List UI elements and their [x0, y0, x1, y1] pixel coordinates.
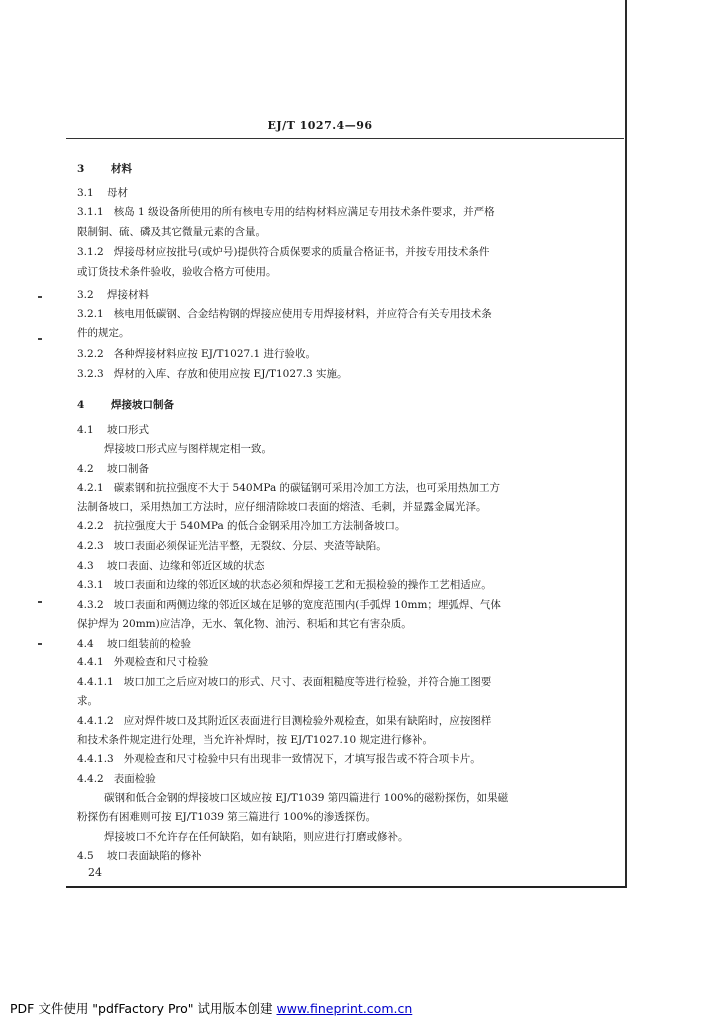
- text-line: [77, 462, 149, 477]
- clause-number: 4.4.2: [77, 773, 104, 785]
- clause-number: 4.2.3: [77, 540, 104, 552]
- text-line: [77, 714, 491, 729]
- page-number: 24: [88, 866, 102, 879]
- clause-text: 保护焊为 20mm)应洁净，无水、氧化物、油污、积垢和其它有害杂质。: [77, 618, 412, 630]
- header-divider: [66, 138, 624, 139]
- clause-text: 核岛 1 级设备所使用的所有核电专用的结构材料应满足专用技术条件要求，并严格: [113, 206, 495, 218]
- clause-text: 坡口制备: [107, 463, 149, 475]
- clause-text: 坡口表面和边缘的邻近区域的状态必须和焊接工艺和无损检验的操作工艺相适应。: [113, 579, 492, 591]
- clause-number: 3.2: [77, 289, 94, 301]
- text-line: [77, 347, 316, 362]
- clause-text: 焊材的入库、存放和使用应按 EJ/T1027.3 实施。: [113, 368, 348, 380]
- clause-number: 3.1.2: [77, 246, 104, 258]
- clause-text: 坡口表面和两侧边缘的邻近区域在足够的宽度范围内(手弧焊 10mm；埋弧焊、气体: [113, 599, 501, 611]
- text-line: [77, 578, 492, 593]
- margin-mark: [38, 643, 42, 645]
- clause-text: 坡口表面缺陷的修补: [107, 850, 202, 862]
- clause-text: 件的规定。: [77, 327, 130, 339]
- clause-number: 4.4.1.2: [77, 715, 114, 727]
- clause-text: 焊接坡口制备: [111, 399, 174, 411]
- clause-text: 碳素钢和抗拉强度不大于 540MPa 的碳锰钢可采用冷加工方法，也可采用热加工方: [113, 482, 501, 494]
- clause-text: 法制备坡口，采用热加工方法时，应仔细清除坡口表面的熔渣、毛刺，并显露金属光泽。: [77, 501, 487, 513]
- text-line: [77, 539, 387, 554]
- text-line: [104, 442, 272, 457]
- text-line: [77, 810, 376, 825]
- clause-text: 核电用低碳钢、合金结构钢的焊接应使用专用焊接材料，并应符合有关专用技术条: [113, 308, 492, 320]
- text-line: [77, 423, 149, 438]
- clause-text: 或订货技术条件验收，验收合格方可使用。: [77, 266, 277, 278]
- page-right-border: [625, 0, 627, 888]
- clause-number: 4.5: [77, 850, 94, 862]
- clause-number: 4: [77, 399, 85, 411]
- clause-text: 坡口表面必须保证光洁平整，无裂纹、分层、夹渣等缺陷。: [113, 540, 387, 552]
- clause-number: 4.4.1: [77, 656, 104, 668]
- pdf-watermark-note: [10, 999, 412, 1017]
- watermark-link[interactable]: www.fineprint.com.cn: [276, 1001, 413, 1016]
- text-line: [77, 675, 491, 690]
- clause-text: 抗拉强度大于 540MPa 的低合金钢采用冷加工方法制备坡口。: [113, 520, 406, 532]
- clause-text: 表面检验: [113, 773, 156, 785]
- clause-number: 4.2.1: [77, 482, 104, 494]
- section-heading: [77, 398, 174, 413]
- clause-number: 4.2: [77, 463, 94, 475]
- clause-number: 4.3.1: [77, 579, 104, 591]
- text-line: [77, 598, 501, 613]
- text-line: [77, 265, 277, 280]
- text-line: [77, 225, 266, 240]
- margin-mark: [38, 338, 42, 340]
- clause-number: 4.3.2: [77, 599, 104, 611]
- clause-number: 4.4.1.1: [77, 676, 114, 688]
- clause-text: 坡口组装前的检验: [107, 638, 191, 650]
- clause-number: 4.1: [77, 424, 94, 436]
- clause-text: 求。: [77, 695, 98, 707]
- text-line: [104, 830, 409, 845]
- clause-number: 4.3: [77, 560, 94, 572]
- clause-text: 外观检查和尺寸检验中只有出现非一致情况下，才填写报告或不符合项卡片。: [123, 753, 481, 765]
- footer-divider: [66, 886, 626, 888]
- text-line: [77, 205, 495, 220]
- clause-text: 焊接坡口形式应与图样规定相一致。: [104, 443, 272, 455]
- clause-text: 各种焊接材料应按 EJ/T1027.1 进行验收。: [113, 348, 317, 360]
- text-line: [77, 559, 265, 574]
- text-line: [77, 617, 412, 632]
- clause-number: 3.1: [77, 187, 94, 199]
- text-line: [77, 367, 348, 382]
- text-line: [77, 519, 406, 534]
- clause-text: 和技术条件规定进行处理，当允许补焊时，按 EJ/T1027.10 规定进行修补。: [77, 734, 434, 746]
- text-line: [77, 849, 202, 864]
- clause-text: 限制铜、硫、磷及其它微量元素的含量。: [77, 226, 266, 238]
- text-line: [77, 655, 208, 670]
- clause-text: 粉探伤有困难则可按 EJ/T1039 第三篇进行 100%的渗透探伤。: [77, 811, 377, 823]
- text-line: [77, 752, 481, 767]
- clause-text: 焊接坡口不允许存在任何缺陷，如有缺陷，则应进行打磨或修补。: [104, 831, 409, 843]
- text-line: [77, 694, 98, 709]
- clause-text: 坡口形式: [107, 424, 149, 436]
- text-line: [77, 307, 492, 322]
- clause-text: 碳钢和低合金钢的焊接坡口区域应按 EJ/T1039 第四篇进行 100%的磁粉探伤，如果磁: [104, 792, 509, 804]
- margin-mark: [38, 601, 42, 603]
- text-line: [77, 481, 500, 496]
- margin-mark: [38, 296, 42, 298]
- section-heading: [77, 162, 132, 177]
- text-line: [77, 733, 433, 748]
- clause-text: 焊接材料: [107, 289, 149, 301]
- text-line: [77, 186, 128, 201]
- clause-text: 外观检查和尺寸检验: [113, 656, 209, 668]
- clause-number: 3: [77, 163, 85, 175]
- clause-number: 4.4: [77, 638, 94, 650]
- clause-number: 3.2.1: [77, 308, 104, 320]
- text-line: [77, 772, 156, 787]
- clause-text: 坡口加工之后应对坡口的形式、尺寸、表面粗糙度等进行检验，并符合施工图要: [123, 676, 492, 688]
- clause-number: 3.2.2: [77, 348, 104, 360]
- watermark-text: PDF 文件使用 "pdfFactory Pro" 试用版本创建: [10, 1001, 277, 1016]
- clause-number: 4.2.2: [77, 520, 104, 532]
- clause-number: 4.4.1.3: [77, 753, 114, 765]
- clause-number: 3.1.1: [77, 206, 104, 218]
- text-line: [77, 245, 489, 260]
- text-line: [77, 288, 149, 303]
- standard-code-header: EJ/T 1027.4—96: [267, 119, 373, 132]
- clause-text: 母材: [107, 187, 128, 199]
- clause-text: 坡口表面、边缘和邻近区域的状态: [107, 560, 265, 572]
- text-line: [77, 500, 487, 515]
- clause-number: 3.2.3: [77, 368, 104, 380]
- text-line: [77, 326, 130, 341]
- text-line: [77, 637, 191, 652]
- clause-text: 焊接母材应按批号(或炉号)提供符合质保要求的质量合格证书，并按专用技术条件: [113, 246, 490, 258]
- clause-text: 应对焊件坡口及其附近区表面进行目测检验外观检查，如果有缺陷时，应按图样: [123, 715, 492, 727]
- text-line: [104, 791, 508, 806]
- clause-text: 材料: [111, 163, 132, 175]
